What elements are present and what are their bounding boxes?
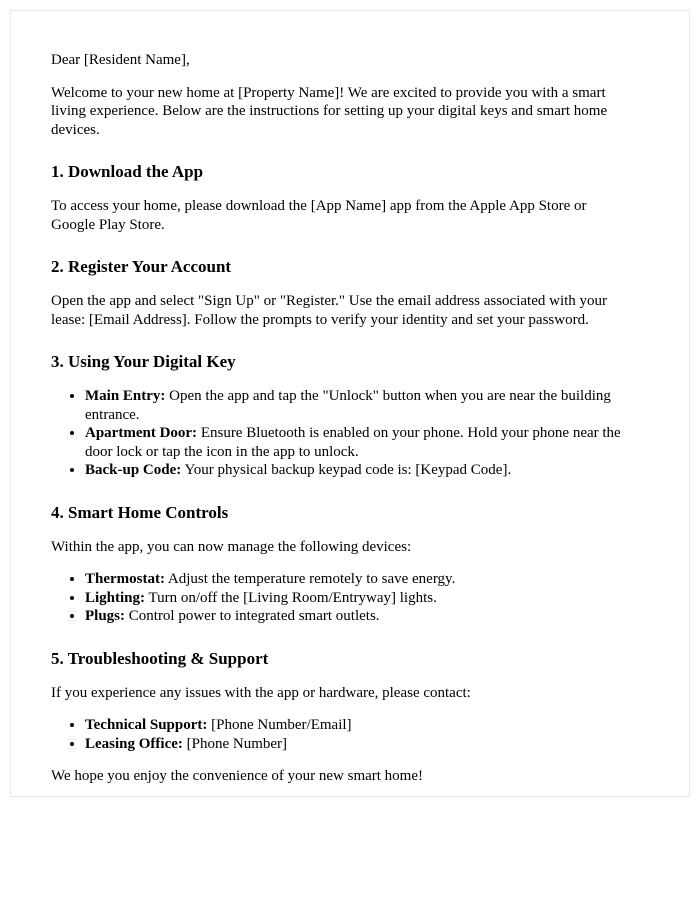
bullet-text: Open the app and tap the "Unlock" button when you are near the building entrance. (85, 388, 611, 423)
section-paragraph: Within the app, you can now manage the following devices: (51, 538, 412, 555)
bullet-item (85, 607, 623, 626)
bullet-text: Adjust the temperature remotely to save energy. (167, 571, 456, 587)
section-paragraph: If you experience any issues with the app or hardware, please contact: (51, 684, 471, 701)
bullet-item (85, 589, 623, 608)
bullet-text: [Phone Number/Email] (211, 717, 352, 733)
bullet-text: Control power to integrated smart outlets. (128, 608, 380, 624)
bullet-label: Plugs: (85, 608, 126, 624)
bullet-item (85, 735, 623, 754)
section-heading-digital-key: 3. Using Your Digital Key (51, 352, 236, 371)
bullet-list-digital-key (51, 387, 623, 480)
bullet-text: Turn on/off the [Living Room/Entryway] lights. (148, 589, 437, 606)
section-heading-download-app: 1. Download the App (51, 162, 204, 181)
section-paragraph: To access your home, please download the [App Name] app from the Apple App Store or Google Play Store. (51, 198, 587, 233)
bullet-label: Technical Support: (85, 717, 208, 733)
bullet-label: Apartment Door: (85, 425, 198, 441)
bullet-text: Ensure Bluetooth is enabled on your phone. Hold your phone near the door lock or tap the icon in the app to unlock. (85, 425, 621, 460)
closing-paragraph: We hope you enjoy the convenience of your new smart home! (51, 768, 424, 784)
bullet-item (85, 570, 623, 589)
bullet-label: Leasing Office: (85, 735, 183, 752)
section-heading-register-account: 2. Register Your Account (51, 257, 232, 276)
bullet-label: Main Entry: (85, 388, 166, 404)
bullet-label: Lighting: (85, 589, 146, 606)
section-heading-smart-home-controls: 4. Smart Home Controls (51, 502, 229, 522)
bullet-label: Thermostat: (85, 571, 165, 587)
bullet-list-smart-home-controls (51, 570, 623, 626)
salutation: Dear [Resident Name], (51, 52, 190, 68)
bullet-label: Back-up Code: (85, 462, 182, 478)
intro-paragraph: Welcome to your new home at [Property Name]! We are excited to provide you with a smart living experience. Below are the instructions for setting up your digital keys and smart home devices. (51, 84, 608, 138)
document-page (10, 10, 690, 797)
bullet-text: Your physical backup keypad code is: [Keypad Code]. (184, 462, 512, 478)
bullet-item (85, 424, 623, 461)
bullet-list-support-contacts (51, 716, 623, 753)
bullet-text: [Phone Number] (186, 735, 288, 752)
section-paragraph: Open the app and select "Sign Up" or "Register." Use the email address associated with your lease: [Email Address]. Follow the prompts to verify your identity and set your password. (51, 293, 608, 328)
bullet-item (85, 461, 623, 480)
bullet-item (85, 387, 623, 424)
section-heading-troubleshooting-support: 5. Troubleshooting & Support (51, 648, 269, 668)
bullet-item (85, 716, 623, 735)
